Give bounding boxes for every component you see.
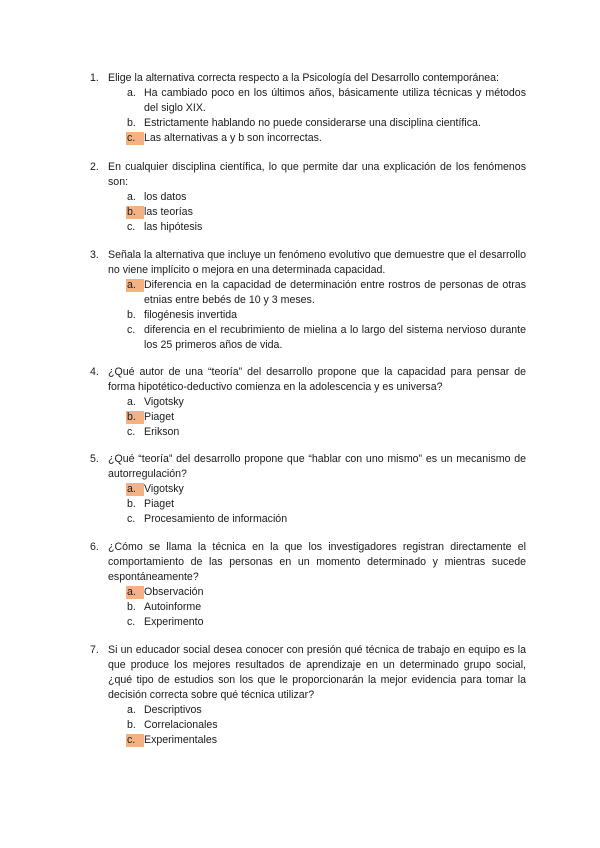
question-6 (90, 540, 526, 630)
option-b (127, 497, 526, 512)
option-a (127, 482, 526, 497)
option-a (127, 190, 526, 205)
option-text: Experimento (144, 616, 204, 628)
option-b (127, 116, 526, 131)
options-list (127, 395, 526, 440)
options-list (127, 86, 526, 146)
question-number: 3. (90, 249, 99, 261)
option-b (127, 205, 526, 220)
option-text: diferencia en el recubrimiento de mielina a lo largo del sistema nervioso durante los 25 primeros años de vida. (144, 324, 526, 351)
question-2 (90, 160, 526, 235)
option-b (127, 600, 526, 615)
question-text: ¿Qué “teoría” del desarrollo propone que “hablar con uno mismo” es un mecanismo de autorregulación? (108, 453, 526, 480)
option-text: Estrictamente hablando no puede considerarse una disciplina científica. (144, 117, 481, 129)
option-letter-highlighted: b. (126, 411, 144, 424)
option-c (127, 733, 526, 748)
question-text: ¿Qué autor de una “teoría” del desarrollo propone que la capacidad para pensar de forma hipotético-deductivo comienza en la adolescencia y es universa? (108, 366, 526, 393)
option-text: Correlacionales (144, 719, 218, 731)
option-letter: c. (127, 221, 136, 233)
option-b (127, 410, 526, 425)
option-a (127, 86, 526, 116)
option-letter-highlighted: a. (126, 586, 144, 599)
options-list (127, 585, 526, 630)
option-letter: c. (127, 324, 136, 336)
option-c (127, 615, 526, 630)
option-letter: b. (127, 309, 136, 321)
option-letter: a. (127, 396, 136, 408)
option-c (127, 323, 526, 353)
option-text: Erikson (144, 426, 180, 438)
option-letter: c. (127, 616, 136, 628)
option-letter-highlighted: c. (126, 132, 144, 145)
option-letter: b. (127, 601, 136, 613)
option-letter: a. (127, 704, 136, 716)
option-text: Piaget (144, 498, 175, 510)
option-text: las teorías (144, 206, 193, 218)
option-c (127, 220, 526, 235)
option-letter-highlighted: a. (126, 483, 144, 496)
option-letter: c. (127, 513, 136, 525)
question-4 (90, 365, 526, 440)
option-a (127, 585, 526, 600)
option-c (127, 131, 526, 146)
question-number: 4. (90, 366, 99, 378)
option-letter: a. (127, 191, 136, 203)
option-text: las hipótesis (144, 221, 203, 233)
question-number: 1. (90, 72, 99, 84)
option-text: filogénesis invertida (144, 309, 238, 321)
option-text: Vigotsky (144, 396, 184, 408)
option-text: Experimentales (144, 734, 218, 746)
question-number: 7. (90, 644, 99, 656)
option-a (127, 703, 526, 718)
question-3 (90, 248, 526, 353)
option-a (127, 278, 526, 308)
question-5 (90, 452, 526, 527)
option-a (127, 395, 526, 410)
option-b (127, 308, 526, 323)
question-number: 6. (90, 541, 99, 553)
options-list (127, 190, 526, 235)
option-letter: b. (127, 117, 136, 129)
option-text: Observación (144, 586, 204, 598)
option-letter-highlighted: c. (126, 734, 144, 747)
options-list (127, 482, 526, 527)
question-1 (90, 71, 526, 146)
option-text: Descriptivos (144, 704, 202, 716)
option-text: Vigotsky (144, 483, 184, 495)
option-text: los datos (144, 191, 187, 203)
options-list (127, 278, 526, 353)
question-text: Señala la alternativa que incluye un fenómeno evolutivo que demuestre que el desarrollo no viene implícito o mejora en una determinada capacidad. (108, 249, 526, 276)
option-text: Procesamiento de información (144, 513, 288, 525)
question-text: En cualquier disciplina científica, lo que permite dar una explicación de los fenómenos son: (108, 161, 526, 188)
option-c (127, 512, 526, 527)
option-letter: b. (127, 498, 136, 510)
option-letter-highlighted: b. (126, 206, 144, 219)
question-number: 5. (90, 453, 99, 465)
option-b (127, 718, 526, 733)
question-text: Si un educador social desea conocer con presión qué técnica de trabajo en equipo es la que produce los mejores resultados de aprendizaje en un determinado grupo social, ¿qué tipo de estudios son los que le proporcionarán la mejor evidencia para tomar la decisión correcta sobre qué técnica utilizar? (108, 644, 526, 701)
option-text: Diferencia en la capacidad de determinación entre rostros de personas de otras etnias entre bebés de 10 y 3 meses. (144, 279, 526, 306)
option-text: Piaget (144, 411, 175, 423)
question-text: ¿Cómo se llama la técnica en la que los investigadores registran directamente el comportamiento de las personas en un momento determinado y mientras sucede espontáneamente? (108, 541, 526, 583)
option-letter: a. (127, 87, 136, 99)
option-c (127, 425, 526, 440)
option-text: Las alternativas a y b son incorrectas. (144, 132, 322, 144)
options-list (127, 703, 526, 748)
option-letter: c. (127, 426, 136, 438)
question-7 (90, 643, 526, 748)
option-text: Ha cambiado poco en los últimos años, básicamente utiliza técnicas y métodos del siglo XIX. (144, 87, 526, 114)
option-letter-highlighted: a. (126, 279, 144, 292)
question-number: 2. (90, 161, 99, 173)
question-text: Elige la alternativa correcta respecto a la Psicología del Desarrollo contemporánea: (108, 72, 500, 84)
option-letter: b. (127, 719, 136, 731)
option-text: Autoinforme (144, 601, 202, 613)
